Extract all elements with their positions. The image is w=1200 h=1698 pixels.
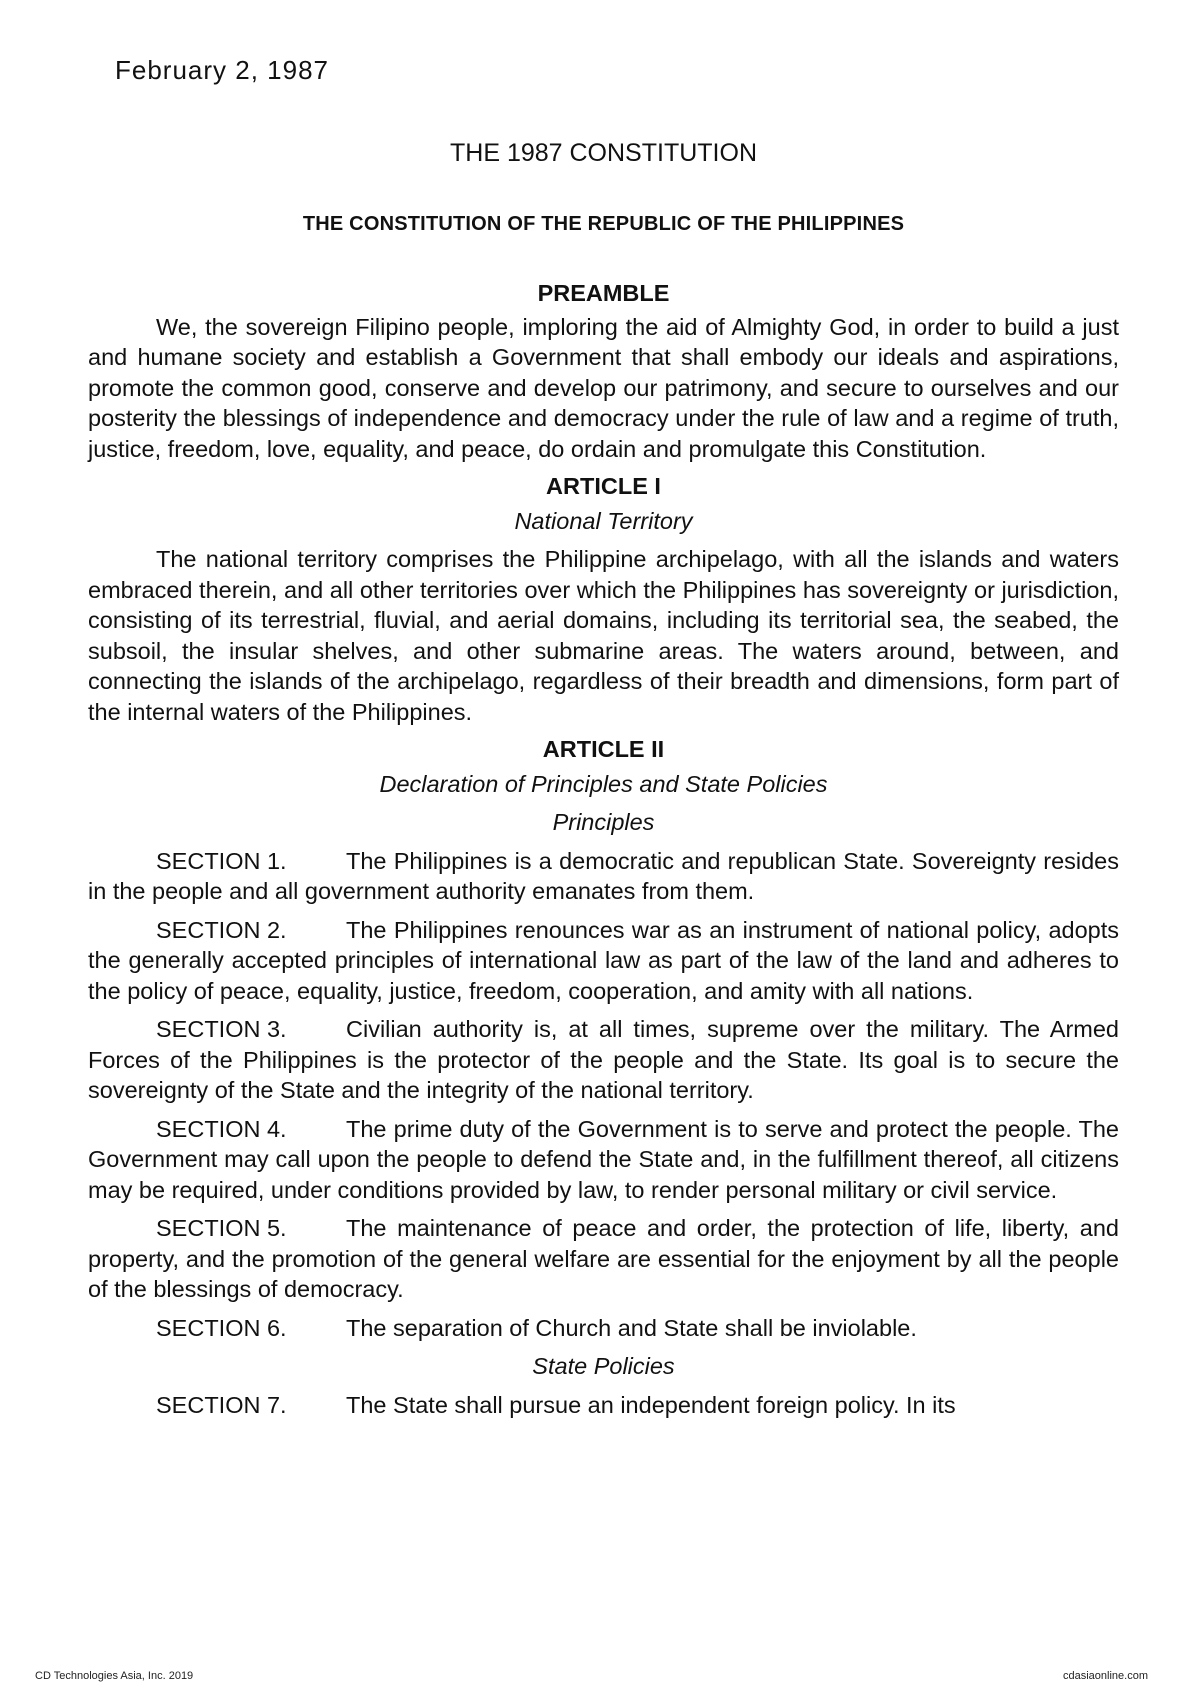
section-1 xyxy=(88,846,1119,907)
section-text: The Philippines renounces war as an instrument of national policy, adopts the generally accepted principles of international law as part of the law of the land and adheres to the policy of peace, equality, justice, freedom, cooperation, and amity with all nations. xyxy=(88,916,1119,1004)
document-date: February 2, 1987 xyxy=(115,55,330,85)
section-text: The State shall pursue an independent foreign policy. In its xyxy=(346,1391,956,1418)
section-label: SECTION 5. xyxy=(156,1215,287,1241)
section-label: SECTION 6. xyxy=(156,1314,287,1341)
article-1-heading: ARTICLE I xyxy=(546,473,661,499)
principles-heading: Principles xyxy=(552,809,655,835)
section-label: SECTION 1. xyxy=(156,847,287,874)
article-1-title: National Territory xyxy=(514,507,693,534)
footer-publisher: CD Technologies Asia, Inc. 2019 xyxy=(35,1670,194,1682)
section-3 xyxy=(88,1014,1119,1106)
section-5 xyxy=(88,1213,1119,1305)
preamble-heading: PREAMBLE xyxy=(537,280,670,306)
preamble-text: We, the sovereign Filipino people, imploring the aid of Almighty God, in order to build a just and humane society and establish a Government that shall embody our ideals and aspirations, promote the common good, conserve and develop our patrimony, and secure to ourselves and our posterity the blessings of independence and democracy under the rule of law and a regime of truth, justice, freedom, love, equality, and peace, do ordain and promulgate this Constitution. xyxy=(88,313,1119,462)
document-subtitle: THE CONSTITUTION OF THE REPUBLIC OF THE PHILIPPINES xyxy=(302,212,905,235)
section-7 xyxy=(88,1390,1119,1421)
document-body xyxy=(88,138,1119,1428)
document-title: THE 1987 CONSTITUTION xyxy=(450,139,757,167)
section-text: The maintenance of peace and order, the protection of life, liberty, and property, and the promotion of the general welfare are essential for the enjoyment by all the people of the blessings of democracy. xyxy=(88,1215,1119,1302)
state-policies-heading: State Policies xyxy=(532,1353,675,1379)
footer-website: cdasiaonline.com xyxy=(1063,1670,1148,1682)
article-2-title: Declaration of Principles and State Policies xyxy=(379,770,828,797)
section-4 xyxy=(88,1114,1119,1206)
section-label: SECTION 4. xyxy=(156,1115,287,1142)
article-1-text: The national territory comprises the Philippine archipelago, with all the islands and waters embraced therein, and all other territories over which the Philippines has sovereignty or jurisdiction, consisting of its terrestrial, fluvial, and aerial domains, including its territorial sea, the seabed, the subsoil, the insular shelves, and other submarine areas. The waters around, between, and connecting the islands of the archipelago, regardless of their breadth and dimensions, form part of the internal waters of the Philippines. xyxy=(88,546,1119,725)
section-2 xyxy=(88,915,1119,1007)
section-label: SECTION 2. xyxy=(156,916,287,943)
section-text: The prime duty of the Government is to serve and protect the people. The Government may call upon the people to defend the State and, in the fulfillment thereof, all citizens may be required, under conditions provided by law, to render personal military or civil service. xyxy=(88,1115,1119,1203)
section-6 xyxy=(88,1313,1119,1344)
section-label: SECTION 7. xyxy=(156,1391,287,1418)
section-text: The separation of Church and State shall be inviolable. xyxy=(346,1314,917,1341)
article-2-heading: ARTICLE II xyxy=(542,736,665,762)
section-label: SECTION 3. xyxy=(156,1016,287,1042)
section-text: The Philippines is a democratic and republican State. Sovereignty resides in the people and all government authority emanates from them. xyxy=(88,847,1119,904)
section-text: Civilian authority is, at all times, supreme over the military. The Armed Forces of the Philippines is the protector of the people and the State. Its goal is to secure the sovereignty of the State and the integrity of the national territory. xyxy=(88,1016,1119,1103)
